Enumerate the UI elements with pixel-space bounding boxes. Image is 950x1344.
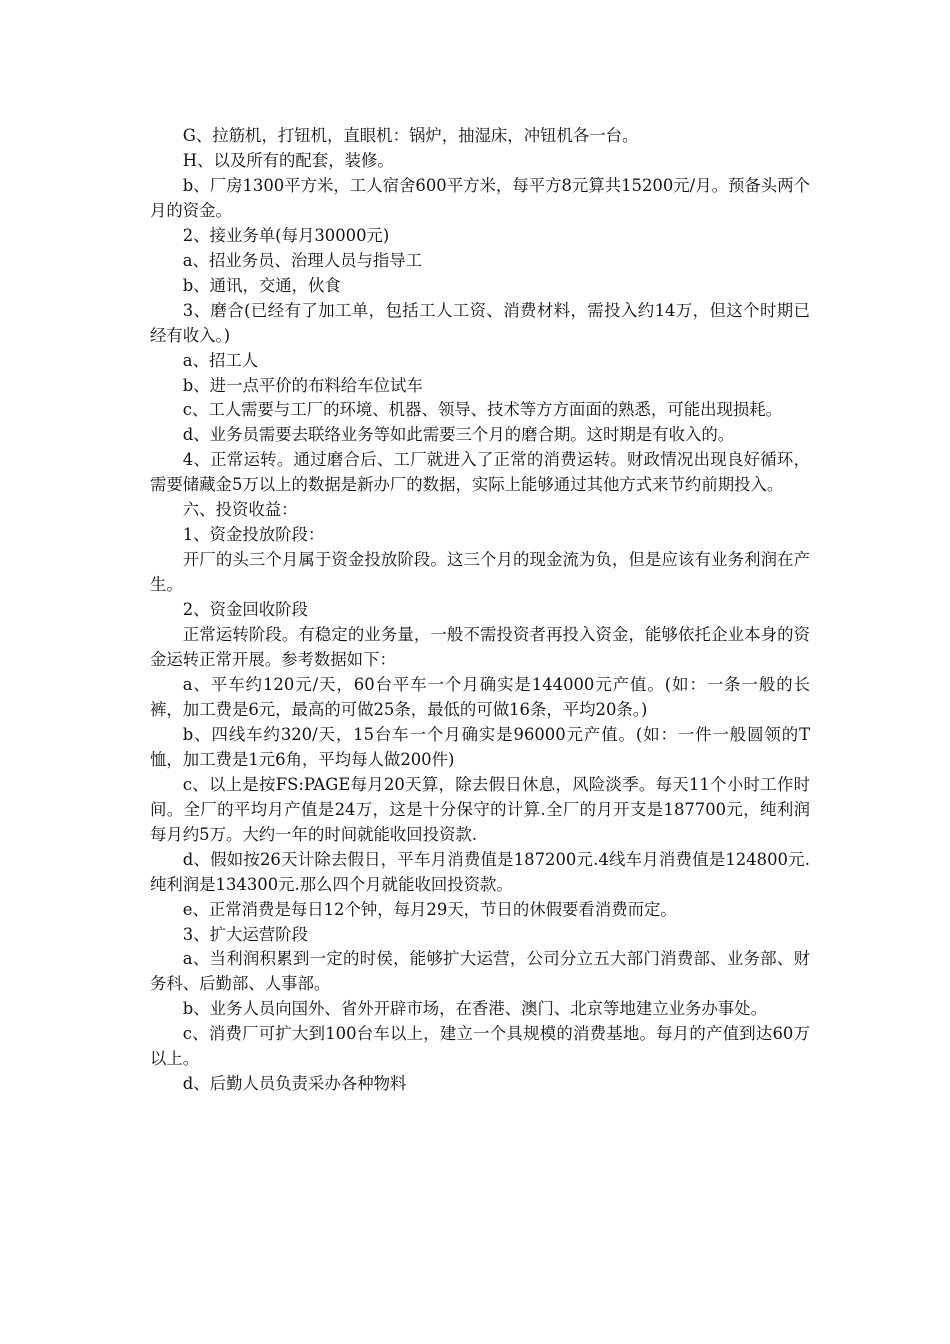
paragraph-section-2-orders: 2、接业务单(每月30000元)	[182, 225, 390, 245]
paragraph-factory-rent: b、厂房1300平方米，工人宿舍600平方米，每平方8元算共15200元/月。预备头两个月的资金。	[150, 175, 810, 220]
heading-investment-returns: 六、投资收益：	[182, 500, 298, 520]
paragraph-orders-b: b、通讯，交通，伙食	[182, 275, 341, 295]
heading-expansion-stage: 3、扩大运营阶段	[182, 924, 308, 944]
paragraph-section-3-breakin: 3、磨合(已经有了加工单，包括工人工资、消费材料，需投入约14万，但这个时期已经有收入。)	[150, 300, 810, 345]
heading-capital-recovery-stage: 2、资金回收阶段	[182, 600, 308, 620]
paragraph-breakin-c: c、工人需要与工厂的环境、机器、领导、技术等方方面面的熟悉，可能出现损耗。	[182, 400, 783, 420]
heading-capital-input-stage: 1、资金投放阶段：	[182, 525, 325, 545]
paragraph-recovery-e: e、正常消费是每日12个钟，每月29天，节日的休假要看消费而定。	[182, 899, 677, 919]
paragraph-breakin-a: a、招工人	[182, 350, 259, 370]
paragraph-section-4-operation: 4、正常运转。通过磨合后、工厂就进入了正常的消费运转。财政情况出现良好循环，需要储藏金5万以上的数据是新办厂的数据，实际上能够通过其他方式来节约前期投入。	[150, 450, 810, 495]
paragraph-expansion-b: b、业务人员向国外、省外开辟市场，在香港、澳门、北京等地建立业务办事处。	[182, 999, 767, 1019]
paragraph-equipment-h: H、以及所有的配套，装修。	[182, 150, 394, 170]
paragraph-capital-input: 开厂的头三个月属于资金投放阶段。这三个月的现金流为负，但是应该有业务利润在产生。	[150, 550, 810, 595]
paragraph-expansion-c: c、消费厂可扩大到100台车以上，建立一个具规模的消费基地。每月的产值到达60万以上。	[150, 1024, 810, 1069]
paragraph-expansion-d: d、后勤人员负责采办各种物料	[182, 1074, 407, 1094]
paragraph-recovery-b: b、四线车约320/天，15台车一个月确实是96000元产值。(如：一件一般圆领的T恤，加工费是1元6角，平均每人做200件)	[150, 724, 810, 769]
paragraph-recovery-d: d、假如按26天计除去假日，平车月消费值是187200元.4线车月消费值是124800元.纯利润是134300元.那么四个月就能收回投资款。	[150, 849, 810, 894]
paragraph-breakin-b: b、进一点平价的布料给车位试车	[182, 375, 423, 395]
paragraph-equipment-g: G、拉筋机，打钮机，直眼机：锅炉，抽湿床，冲钮机各一台。	[182, 126, 639, 145]
paragraph-recovery-c: c、以上是按FS:PAGE每月20天算，除去假日休息，风险淡季。每天11个小时工作时间。全厂的平均月产值是24万，这是十分保守的计算.全厂的月开支是187700元，纯利润每月约5万。大约一年的时间就能收回投资款.	[150, 774, 810, 844]
document-body	[150, 124, 810, 1097]
paragraph-breakin-d: d、业务员需要去联络业务等如此需要三个月的磨合期。这时期是有收入的。	[182, 425, 735, 445]
paragraph-orders-a: a、招业务员、治理人员与指导工	[182, 250, 423, 270]
paragraph-recovery-a: a、平车约120元/天，60台平车一个月确实是144000元产值。(如：一条一般的长裤，加工费是6元，最高的可做25条，最低的可做16条，平均20条。)	[150, 674, 810, 719]
paragraph-expansion-a: a、当利润积累到一定的时侯，能够扩大运营，公司分立五大部门消费部、业务部、财务科、后勤部、人事部。	[150, 949, 810, 994]
paragraph-capital-recovery: 正常运转阶段。有稳定的业务量，一般不需投资者再投入资金，能够依托企业本身的资金运转正常开展。参考数据如下：	[150, 625, 810, 670]
